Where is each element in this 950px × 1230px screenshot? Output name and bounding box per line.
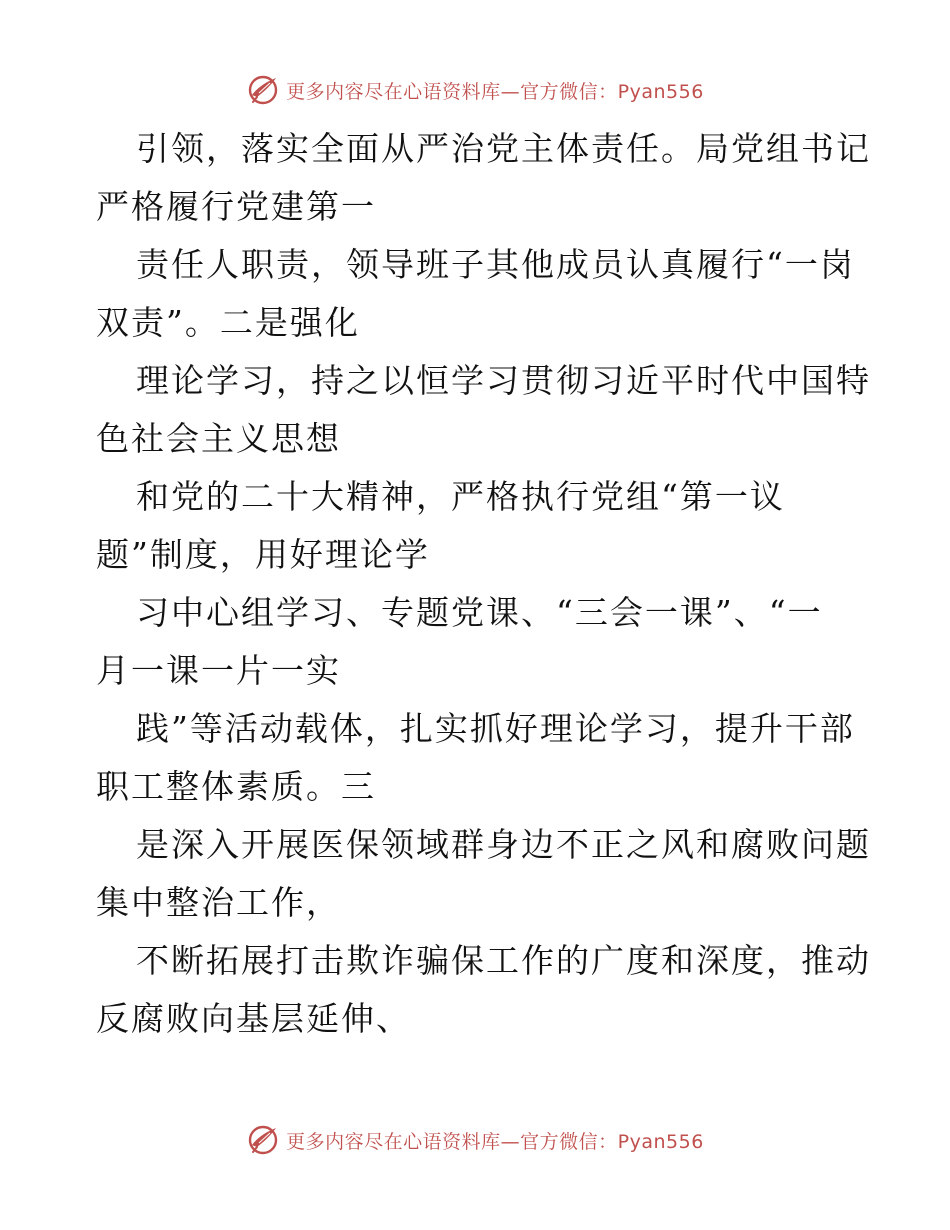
footer-wechat-id: Pyan556 xyxy=(617,1130,704,1153)
document-body xyxy=(96,120,871,1048)
body-line: 严格履行党建第一 xyxy=(96,187,376,226)
body-line: 是深入开展医保领域群身边不正之风和腐败问题 xyxy=(136,825,871,864)
body-line: 色社会主义思想 xyxy=(96,419,341,458)
body-line: 不断拓展打击欺诈骗保工作的广度和深度，推动 xyxy=(136,941,871,980)
body-line: 践”等活动载体，扎实抓好理论学习，提升干部 xyxy=(136,709,855,748)
body-line: 理论学习，持之以恒学习贯彻习近平时代中国特 xyxy=(136,361,871,400)
header-banner xyxy=(0,72,950,108)
header-site-text: 更多内容尽在心语资料库—官方微信： xyxy=(286,80,618,103)
footer-banner-text xyxy=(286,1127,704,1154)
body-line: 双责”。二是强化 xyxy=(96,303,360,342)
body-line: 题”制度，用好理论学 xyxy=(96,535,430,574)
quill-pen-logo-icon xyxy=(246,1123,280,1157)
header-wechat-id: Pyan556 xyxy=(617,80,704,103)
body-line: 和党的二十大精神，严格执行党组“第一议 xyxy=(136,477,785,516)
body-line: 引领，落实全面从严治党主体责任。局党组书记 xyxy=(136,129,871,168)
footer-site-text: 更多内容尽在心语资料库—官方微信： xyxy=(286,1130,618,1153)
body-line: 职工整体素质。三 xyxy=(96,767,376,806)
body-line: 集中整治工作， xyxy=(96,883,341,922)
header-banner-text xyxy=(286,77,704,104)
footer-banner xyxy=(0,1122,950,1158)
body-line: 习中心组学习、专题党课、“三会一课”、“一 xyxy=(136,593,823,632)
body-line: 责任人职责，领导班子其他成员认真履行“一岗 xyxy=(136,245,855,284)
quill-pen-logo-icon xyxy=(246,73,280,107)
body-line: 月一课一片一实 xyxy=(96,651,341,690)
body-line: 反腐败向基层延伸、 xyxy=(96,999,411,1038)
